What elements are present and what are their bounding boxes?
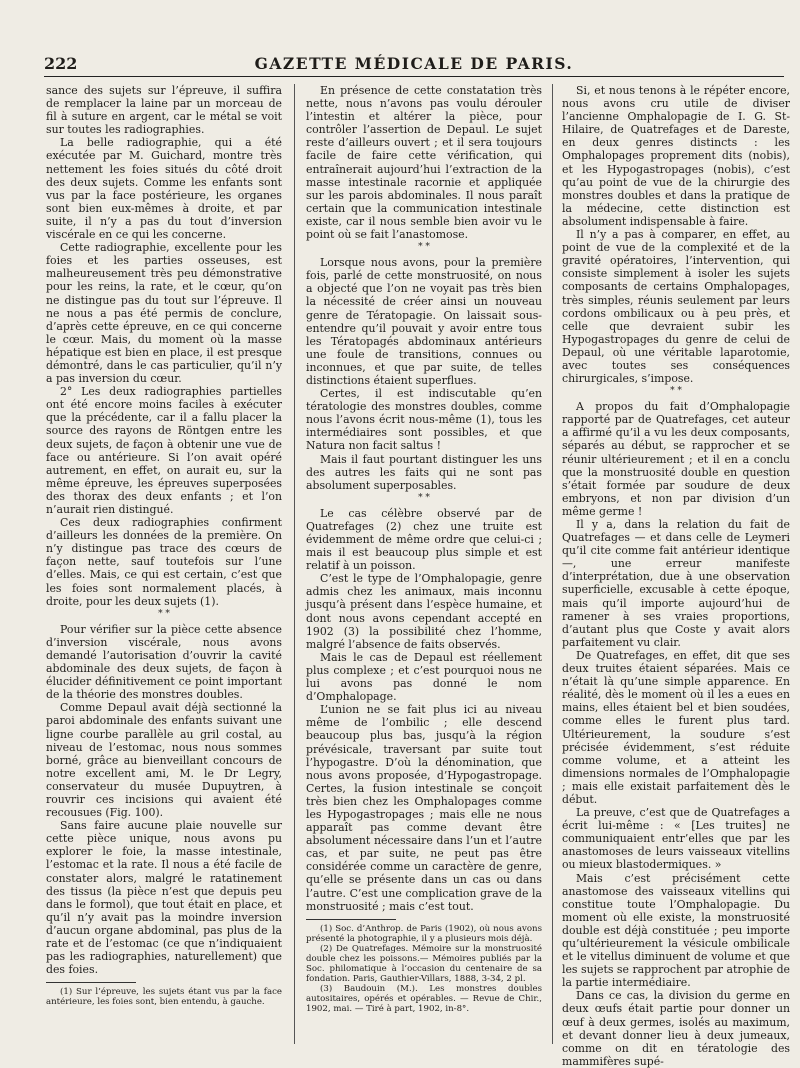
paragraph: Comme Depaul avait déjà sectionné la paroi abdominale des enfants suivant une ligne courbe parallèle au gril costal, au niveau de l’estomac, nous nous sommes borné, grâce au bienveillant concours de notre excellent ami, M. le Dr Legry, conservateur du musée Dupuytren, à rouvrir ces incisions qui avaient été recousues (Fig. 100). <box>46 701 282 820</box>
column-right <box>562 84 790 1068</box>
paragraph: Mais il faut pourtant distinguer les uns des autres les faits qui ne sont pas absolument superposables. <box>306 452 542 492</box>
paragraph: Il n’y a pas à comparer, en effet, au point de vue de la complexité et de la gravité opératoires, l’intervention, qui consiste simplement à isoler les sujets composants de certains Omphalopages, très simples, réunis seulement par leurs cordons ombilicaux ou à peu près, et celle que devraient subir les Hypogastropages du genre de celui de Depaul, où une véritable laparotomie, avec toutes ses conséquences chirurgicales, s’impose. <box>562 228 790 386</box>
paragraph: Il y a, dans la relation du fait de Quatrefages — et dans celle de Leymeri qu’il cite comme fait antérieur identique —, une erreur manifeste d’interprétation, due à une observation superficielle, excusable à cette époque, mais qu’il importe aujourd’hui de ramener à ses vraies proportions, d’autant plus que Coste y avait alors parfaitement vu clair. <box>562 518 790 649</box>
footnote: (2) De Quatrefages. Mémoire sur la monstruosité double chez les poissons.— Mémoires publiés par la Soc. philomatique à l’occasion du centenaire de sa fondation. Paris, Gauthier-Villars, 1888, 3-34, 2 pl. <box>306 943 542 984</box>
paragraph: Certes, il est indiscutable qu’en tératologie des monstres doubles, comme nous l’avons écrit nous-même (1), tous les intermédiaires sont possibles, et que Natura non facit saltus ! <box>306 387 542 453</box>
footnote-rule <box>306 919 396 920</box>
footnote: (1) Soc. d’Anthrop. de Paris (1902), où nous avons présenté la photographie, il y a plusieurs mois déjà. <box>306 923 542 944</box>
paragraph: Mais le cas de Depaul est réellement plus complexe ; et c’est pourquoi nous ne lui avons pas donné le nom d’Omphalopage. <box>306 650 542 704</box>
paragraph: Mais c’est précisément cette anastomose des vaisseaux vitellins qui constitue toute l’Omphalopagie. Du moment où elle existe, la monstruosité double est déjà constituée ; peu importe qu’ultérieurement la vésicule ombilicale et le vitellus diminuent de volume et que les sujets se rapprochent par atrophie de la partie intermédiaire. <box>562 871 790 990</box>
paragraph: 2° Les deux radiographies partielles ont été encore moins faciles à exécuter que la précédente, car il a fallu placer la source des rayons de Röntgen entre les deux sujets, de façon à obtenir une vue de face ou antérieure. Si l’on avait opéré autrement, en effet, on aurait eu, sur la même épreuve, les épreuves superposées des thorax des deux enfants ; et l’on n’aurait rien distingué. <box>46 385 282 516</box>
paragraph: Ces deux radiographies confirment d’ailleurs les données de la première. On n’y distingue pas trace des cœurs de façon nette, sauf toutefois sur l’une d’elles. Mais, ce qui est certain, c’est que les foies sont normalement placés, à droite, pour les deux sujets (1). <box>46 516 282 608</box>
paragraph: De Quatrefages, en effet, dit que ses deux truites étaient séparées. Mais ce n’était là qu’une simple apparence. En réalité, dès le moment où il les a eues en mains, elles étaient bel et bien soudées, comme elles le furent plus tard. Ultérieurement, la soudure s’est précisée évidemment, s’est réduite comme volume, et a atteint les dimensions normales de l’Omphalopagie ; mais elle existait parfaitement dès le début. <box>562 648 790 806</box>
column-middle <box>306 84 542 1052</box>
footnote: (3) Baudouin (M.). Les monstres doubles autositaires, opérés et opérables. — Revue de Chir., 1902, mai. — Tiré à part, 1902, in-8°. <box>306 983 542 1014</box>
paragraph: Cette radiographie, excellente pour les foies et les parties osseuses, est malheureusement très peu démonstrative pour les reins, la rate, et le cœur, qu’on ne distingue pas du tout sur l’épreuve. Il ne nous a pas été permis de conclure, d’après cette épreuve, en ce qui concerne le cœur. Mais, du moment où la masse hépatique est bien en place, il est presque démontré, dans le cas particulier, qu’il n’y a pas inversion du cœur. <box>46 241 282 386</box>
paragraph: Sans faire aucune plaie nouvelle sur cette pièce unique, nous avons pu explorer le foie, la masse intestinale, l’estomac et la rate. Il nous a été facile de constater alors, malgré le ratatinement des tissus (la pièce n’est que depuis peu dans le formol), que tout était en place, et qu’il n’y avait pas la moindre inversion d’aucun organe abdominal, pas plus de la rate et de l’estomac (ce que n’indiquaient pas les radiographies, naturellement) que des foies. <box>46 819 282 977</box>
paragraph: Lorsque nous avons, pour la première fois, parlé de cette monstruosité, on nous a objecté que l’on ne voyait pas très bien la nécessité de créer ainsi un nouveau genre de Tératopagie. On laissait sous-entendre qu’il pouvait y avoir entre tous les Tératopagés abdominaux antérieurs une foule de transitions, connues ou inconnues, et que par suite, de telles distinctions étaient superflues. <box>306 256 542 387</box>
paragraph: En présence de cette constatation très nette, nous n’avons pas voulu dérouler l’intestin et altérer la pièce, pour contrôler l’assertion de Depaul. Le sujet reste d’ailleurs ouvert ; et il sera toujours facile de faire cette vérification, qui entraînerait aujourd’hui l’extraction de la masse intestinale racornie et appliquée sur les parois abdominales. Il nous paraît certain que la communication intestinale existe, car il nous semble bien avoir vu le point où se fait l’anastomose. <box>306 84 542 242</box>
paragraph: La preuve, c’est que de Quatrefages a écrit lui-même : « [Les truites] ne communiquaient entr’elles que par les anastomoses de leurs vaisseaux vitellins ou mieux blastodermiques. » <box>562 806 790 872</box>
paragraph: L’union ne se fait plus ici au niveau même de l’ombilic ; elle descend beaucoup plus bas, jusqu’à la région prévésicale, traversant par suite tout l’hypogastre. D’où la dénomination, que nous avons proposée, d’Hypogastropage. Certes, la fusion intestinale se conçoit très bien chez les Omphalopages comme les Hypogastropages ; mais elle ne nous apparaît pas comme devant être absolument nécessaire dans l’un et l’autre cas, et par suite, ne peut pas être considérée comme un caractère de genre, qu’elle se présente dans un cas ou dans l’autre. C’est une complication grave de la monstruosité ; mais c’est tout. <box>306 703 542 913</box>
paragraph: A propos du fait d’Omphalopagie rapporté par de Quatrefages, cet auteur a affirmé qu’il a vu les deux composants, séparés au début, se rapprocher et se réunir ultérieurement ; et il en a conclu que la monstruosité double en question s’était formée par soudure de deux embryons, et non par division d’un même germe ! <box>562 400 790 518</box>
footnote: (1) Sur l’épreuve, les sujets étant vus par la face antérieure, les foies sont, bien entendu, à gauche. <box>46 987 282 1008</box>
footnote-rule <box>46 982 136 983</box>
paragraph: sance des sujets sur l’épreuve, il suffira de remplacer la laine par un morceau de fil à suture en argent, car le métal se voit sur toutes les radiographies. <box>46 84 282 137</box>
section-separator: * * <box>670 386 682 397</box>
column-left <box>46 84 282 1052</box>
section-separator: * * <box>158 608 170 619</box>
paragraph: La belle radiographie, qui a été exécutée par M. Guichard, montre très nettement les foies situés du côté droit des deux sujets. Comme les enfants sont vus par la face postérieure, les organes sont bien eux-mêmes à droite, et par suite, il n’y a pas du tout d’inversion viscérale en ce qui les concerne. <box>46 136 282 242</box>
paragraph: Si, et nous tenons à le répéter encore, nous avons cru utile de diviser l’ancienne Omphalopagie de I. G. St-Hilaire, de Quatrefages et de Dareste, en deux genres distincts : les Omphalopages proprement dits (nobis), et les Hypogastropages (nobis), c’est qu’au point de vue de la chirurgie des monstres doubles et dans la pratique de la médecine, cette distinction est absolument indispensable à faire. <box>562 84 790 228</box>
section-separator: * * <box>418 242 430 253</box>
article-body <box>46 84 790 1068</box>
page-header <box>44 54 784 77</box>
page-number: 222 <box>44 54 78 73</box>
paragraph: Dans ce cas, la division du germe en deux œufs était partie pour donner un œuf à deux germes, isolés au maximum, et devant donner lieu à deux jumeaux, comme on dit en tératologie des mammifères supé- <box>562 989 790 1068</box>
paragraph: C’est le type de l’Omphalopagie, genre admis chez les animaux, mais inconnu jusqu’à présent dans l’espèce humaine, et dont nous avons cependant accepté en 1902 (3) la possibilité chez l’homme, malgré l’absence de faits observés. <box>306 572 542 651</box>
paragraph: Pour vérifier sur la pièce cette absence d’inversion viscérale, nous avons demandé l’autorisation d’ouvrir la cavité abdominale des deux sujets, de façon à élucider définitivement ce point important de la théorie des monstres doubles. <box>46 622 282 702</box>
journal-title: GAZETTE MÉDICALE DE PARIS. <box>254 54 574 73</box>
section-separator: * * <box>418 492 430 503</box>
paragraph: Le cas célèbre observé par de Quatrefages (2) chez une truite est évidemment de même ordre que celui-ci ; mais il est beaucoup plus simple et est relatif à un poisson. <box>306 506 542 573</box>
